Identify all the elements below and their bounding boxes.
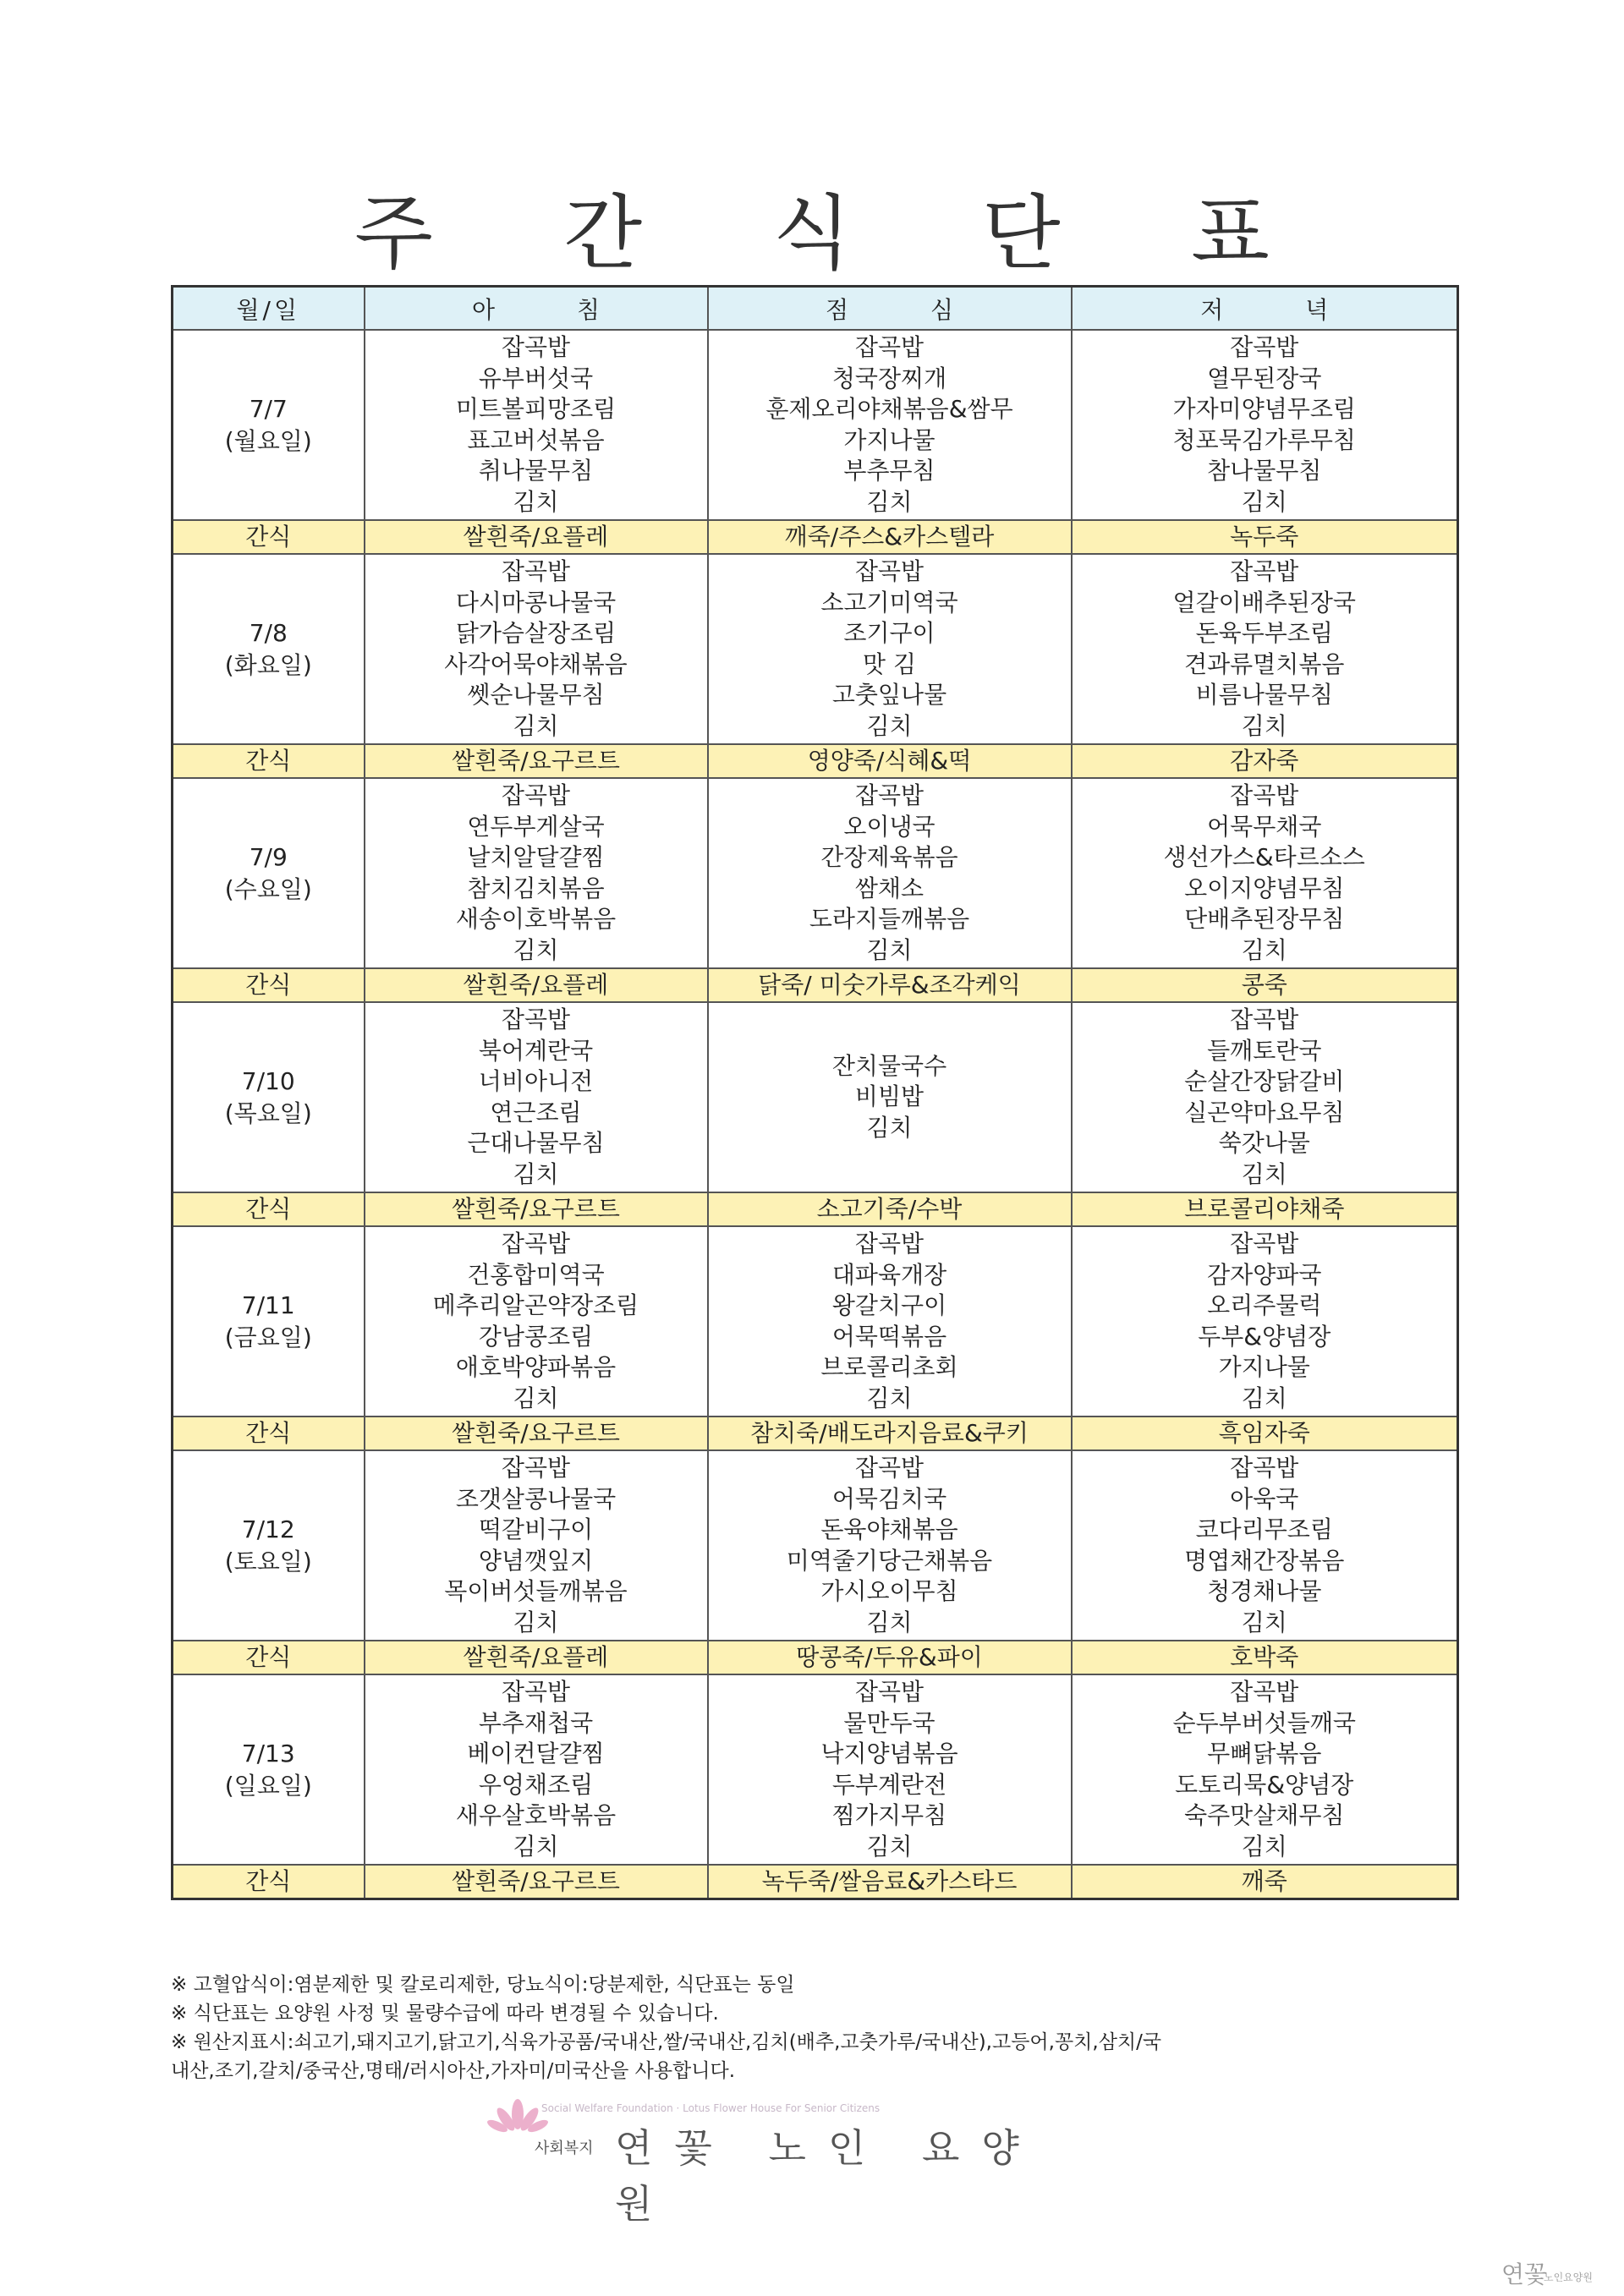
menu-item: 잡곡밥 <box>854 1454 924 1482</box>
date-label: 7/13 <box>241 1739 295 1767</box>
logo-name: 연꽃 노인 요양원 <box>615 2125 1041 2227</box>
menu-item: 물만두국 <box>843 1708 935 1737</box>
menu-item: 청포묵김가루무침 <box>1172 425 1356 454</box>
snack-item: 쌀흰죽/요플레 <box>365 968 708 1002</box>
logo-english-text: Social Welfare Foundation · Lotus Flower House For Senior Citizens <box>541 2102 881 2114</box>
lunch-cell <box>708 554 1072 744</box>
lunch-cell <box>708 1450 1072 1641</box>
dinner-cell <box>1072 1002 1458 1192</box>
menu-item: 열무된장국 <box>1207 364 1322 392</box>
menu-item: 애호박양파볶음 <box>455 1353 617 1381</box>
date-cell <box>173 1226 365 1417</box>
date-cell <box>173 778 365 968</box>
date-label: 7/10 <box>241 1066 295 1095</box>
menu-item: 단배추된장무침 <box>1184 905 1345 933</box>
menu-item: 순살간장닭갈비 <box>1184 1067 1345 1095</box>
menu-item: 어묵김치국 <box>831 1484 947 1513</box>
snack-label: 간식 <box>173 1865 365 1899</box>
snack-item: 쌀흰죽/요플레 <box>365 1641 708 1674</box>
menu-item: 쎗순나물무침 <box>467 681 605 709</box>
menu-item: 표고버섯볶음 <box>467 425 605 454</box>
page-title: 주 간 식 단 표 <box>354 186 1322 281</box>
menu-body <box>173 330 1458 1899</box>
menu-item: 잡곡밥 <box>501 1678 571 1706</box>
snack-item: 브로콜리야채죽 <box>1072 1192 1458 1226</box>
snack-label: 간식 <box>173 1641 365 1674</box>
menu-item: 쌈채소 <box>854 874 924 902</box>
menu-item: 오리주물럭 <box>1207 1291 1322 1319</box>
date-cell <box>173 330 365 520</box>
menu-item: 잡곡밥 <box>1230 333 1299 361</box>
menu-item: 부추재첩국 <box>478 1708 594 1737</box>
lunch-cell <box>708 1002 1072 1192</box>
date-label: 7/7 <box>249 394 288 423</box>
snack-item: 쌀흰죽/요구르트 <box>365 744 708 778</box>
menu-item: 숙주맛살채무침 <box>1184 1801 1345 1829</box>
weekday-label: (수요일) <box>224 874 312 903</box>
menu-item: 김치 <box>513 1608 559 1636</box>
breakfast-cell <box>365 554 708 744</box>
menu-item: 비빔밥 <box>854 1082 924 1111</box>
note-line: 내산,조기,갈치/중국산,명태/러시아산,가자미/미국산을 사용합니다. <box>171 2060 735 2082</box>
menu-item: 잡곡밥 <box>1230 1454 1299 1482</box>
date-label: 7/12 <box>241 1515 295 1543</box>
menu-item: 브로콜리초회 <box>820 1353 958 1381</box>
dinner-cell <box>1072 1674 1458 1865</box>
breakfast-cell <box>365 1450 708 1641</box>
snack-item: 녹두죽 <box>1072 520 1458 554</box>
facility-logo <box>484 2096 1093 2227</box>
menu-item: 간장제육볶음 <box>820 843 958 871</box>
menu-item: 근대나물무침 <box>467 1129 605 1157</box>
menu-item: 찜가지무침 <box>831 1801 947 1829</box>
menu-item: 연두부게살국 <box>467 812 605 841</box>
corner-watermark <box>1501 2256 1611 2290</box>
menu-item: 김치 <box>866 487 913 516</box>
menu-item: 북어계란국 <box>478 1036 594 1065</box>
snack-item: 땅콩죽/두유&파이 <box>708 1641 1072 1674</box>
menu-item: 두부계란전 <box>831 1770 947 1799</box>
snack-item: 쌀흰죽/요구르트 <box>365 1865 708 1899</box>
snack-item: 녹두죽/쌀음료&카스타드 <box>708 1865 1072 1899</box>
snack-row <box>173 1641 1458 1674</box>
menu-item: 김치 <box>1241 1832 1287 1860</box>
menu-item: 아욱국 <box>1230 1484 1299 1513</box>
menu-item: 김치 <box>866 711 913 740</box>
menu-item: 청국장찌개 <box>831 364 947 392</box>
snack-item: 깨죽 <box>1072 1865 1458 1899</box>
menu-item: 건홍합미역국 <box>467 1260 605 1289</box>
menu-item: 베이컨달걀찜 <box>467 1740 605 1767</box>
menu-item: 대파육개장 <box>831 1260 947 1289</box>
snack-row <box>173 1417 1458 1450</box>
snack-label: 간식 <box>173 1192 365 1226</box>
snack-row <box>173 520 1458 554</box>
dinner-cell <box>1072 554 1458 744</box>
menu-item: 메추리알곤약장조림 <box>432 1291 639 1319</box>
menu-item: 김치 <box>866 1113 913 1142</box>
snack-label: 간식 <box>173 968 365 1002</box>
date-label: 7/9 <box>249 842 288 871</box>
snack-item: 콩죽 <box>1072 968 1458 1002</box>
day-row <box>173 330 1458 520</box>
menu-item: 김치 <box>1241 935 1287 964</box>
menu-item: 쑥갓나물 <box>1218 1129 1310 1157</box>
note-line: ※ 원산지표시:쇠고기,돼지고기,닭고기,식육가공품/국내산,쌀/국내산,김치(배추,고춧가루/국내산),고등어,꽁치,삼치/국 <box>171 2031 1162 2053</box>
menu-item: 닭가슴살장조림 <box>455 619 617 647</box>
menu-item: 김치 <box>1241 487 1287 516</box>
menu-item: 우엉채조림 <box>478 1770 594 1799</box>
header-date: 월/일 <box>173 287 365 331</box>
menu-item: 잡곡밥 <box>1230 557 1299 585</box>
snack-item: 닭죽/ 미숫가루&조각케익 <box>708 968 1072 1002</box>
menu-item: 취나물무침 <box>478 457 594 485</box>
menu-item: 김치 <box>513 1159 559 1188</box>
date-cell <box>173 1674 365 1865</box>
menu-item: 생선가스&타르소스 <box>1163 843 1365 871</box>
menu-item: 김치 <box>866 1608 913 1636</box>
menu-item: 김치 <box>1241 1608 1287 1636</box>
menu-item: 오이냉국 <box>843 812 935 841</box>
corner-name: 연꽃 <box>1501 2260 1548 2288</box>
menu-item: 소고기미역국 <box>820 588 958 616</box>
snack-row <box>173 744 1458 778</box>
menu-item: 김치 <box>866 1832 913 1860</box>
menu-item: 잡곡밥 <box>1230 781 1299 809</box>
menu-item: 얼갈이배추된장국 <box>1172 588 1356 616</box>
lunch-cell <box>708 1226 1072 1417</box>
menu-item: 김치 <box>1241 1159 1287 1188</box>
logo-org: 사회복지 <box>535 2140 594 2157</box>
menu-item: 떡갈비구이 <box>478 1515 594 1543</box>
snack-item: 소고기죽/수박 <box>708 1192 1072 1226</box>
menu-item: 잡곡밥 <box>854 1678 924 1706</box>
snack-item: 흑임자죽 <box>1072 1417 1458 1450</box>
snack-item: 참치죽/배도라지음료&쿠키 <box>708 1417 1072 1450</box>
menu-item: 고춧잎나물 <box>831 681 947 709</box>
snack-item: 쌀흰죽/요구르트 <box>365 1417 708 1450</box>
breakfast-cell <box>365 1674 708 1865</box>
menu-item: 오이지양념무침 <box>1184 874 1345 902</box>
notes <box>171 1970 1457 2085</box>
menu-item: 연근조림 <box>490 1098 582 1126</box>
date-cell <box>173 554 365 744</box>
menu-item: 무뼈닭볶음 <box>1207 1740 1322 1767</box>
snack-label: 간식 <box>173 1417 365 1450</box>
menu-item: 김치 <box>866 1384 913 1412</box>
menu-item: 순두부버섯들깨국 <box>1172 1708 1356 1737</box>
menu-item: 김치 <box>513 935 559 964</box>
snack-item: 호박죽 <box>1072 1641 1458 1674</box>
menu-item: 잡곡밥 <box>1230 1230 1299 1258</box>
menu-item: 코다리무조림 <box>1195 1515 1333 1543</box>
menu-item: 두부&양념장 <box>1198 1322 1331 1351</box>
menu-item: 유부버섯국 <box>478 364 594 392</box>
note-line: ※ 식단표는 요양원 사정 및 물량수급에 따라 변경될 수 있습니다. <box>171 2003 719 2025</box>
menu-item: 새우살호박볶음 <box>455 1801 617 1829</box>
menu-item: 참치김치볶음 <box>467 874 605 902</box>
menu-item: 잔치물국수 <box>831 1051 947 1080</box>
menu-item: 조기구이 <box>843 619 935 647</box>
menu-item: 잡곡밥 <box>501 1454 571 1482</box>
menu-item: 잡곡밥 <box>1230 1678 1299 1706</box>
header-row <box>173 287 1458 331</box>
weekday-label: (목요일) <box>224 1099 312 1127</box>
snack-item: 쌀흰죽/요구르트 <box>365 1192 708 1226</box>
menu-item: 김치 <box>866 935 913 964</box>
snack-row <box>173 1865 1458 1899</box>
day-row <box>173 1450 1458 1641</box>
menu-item: 가지나물 <box>843 425 935 454</box>
menu-item: 양념깻잎지 <box>478 1546 594 1575</box>
snack-item: 감자죽 <box>1072 744 1458 778</box>
menu-item: 비름나물무침 <box>1195 681 1333 709</box>
date-cell <box>173 1450 365 1641</box>
menu-item: 김치 <box>513 1384 559 1412</box>
menu-item: 맛 김 <box>863 649 916 678</box>
header-dinner: 저 녁 <box>1072 287 1458 331</box>
snack-item: 깨죽/주스&카스텔라 <box>708 520 1072 554</box>
menu-item: 감자양파국 <box>1207 1260 1322 1289</box>
weekday-label: (토요일) <box>224 1547 312 1575</box>
header-lunch: 점 심 <box>708 287 1072 331</box>
breakfast-cell <box>365 1226 708 1417</box>
menu-item: 돈육두부조림 <box>1195 619 1333 647</box>
menu-item: 들깨토란국 <box>1207 1036 1322 1065</box>
menu-item: 김치 <box>1241 711 1287 740</box>
lunch-cell <box>708 778 1072 968</box>
menu-item: 다시마콩나물국 <box>455 588 617 616</box>
menu-item: 미역줄기당근채볶음 <box>786 1546 993 1575</box>
date-label: 7/11 <box>241 1290 295 1319</box>
menu-item: 청경채나물 <box>1207 1577 1322 1605</box>
snack-row <box>173 1192 1458 1226</box>
menu-item: 참나물무침 <box>1207 457 1322 485</box>
snack-item: 쌀흰죽/요플레 <box>365 520 708 554</box>
lunch-cell <box>708 330 1072 520</box>
menu-item: 새송이호박볶음 <box>455 905 617 933</box>
note-line: ※ 고혈압식이:염분제한 및 칼로리제한, 당뇨식이:당분제한, 식단표는 동일 <box>171 1974 795 1996</box>
menu-item: 김치 <box>1241 1384 1287 1412</box>
snack-label: 간식 <box>173 744 365 778</box>
menu-item: 잡곡밥 <box>501 333 571 361</box>
menu-item: 부추무침 <box>843 457 935 485</box>
menu-item: 낙지양념볶음 <box>820 1740 958 1767</box>
menu-item: 잡곡밥 <box>501 1230 571 1258</box>
dinner-cell <box>1072 778 1458 968</box>
menu-item: 가시오이무침 <box>820 1577 958 1605</box>
date-cell <box>173 1002 365 1192</box>
snack-item: 영양죽/식혜&떡 <box>708 744 1072 778</box>
menu-item: 날치알달걀찜 <box>467 843 605 871</box>
snack-label: 간식 <box>173 520 365 554</box>
weekday-label: (월요일) <box>224 426 312 455</box>
lunch-cell <box>708 1674 1072 1865</box>
day-row <box>173 554 1458 744</box>
menu-item: 도라지들깨볶음 <box>809 905 970 933</box>
menu-item: 조갯살콩나물국 <box>455 1484 617 1513</box>
menu-item: 미트볼피망조림 <box>455 395 617 423</box>
dinner-cell <box>1072 330 1458 520</box>
menu-item: 김치 <box>513 1832 559 1860</box>
date-label: 7/8 <box>249 618 288 647</box>
menu-item: 견과류멸치볶음 <box>1184 649 1345 678</box>
breakfast-cell <box>365 1002 708 1192</box>
dinner-cell <box>1072 1450 1458 1641</box>
menu-item: 실곤약마요무침 <box>1184 1098 1345 1126</box>
menu-item: 잡곡밥 <box>501 557 571 585</box>
menu-item: 왕갈치구이 <box>831 1291 947 1319</box>
corner-sub: 노인요양원 <box>1544 2271 1593 2283</box>
menu-item: 잡곡밥 <box>501 781 571 809</box>
menu-item: 도토리묵&양념장 <box>1175 1770 1354 1799</box>
menu-item: 훈제오리야채볶음&쌈무 <box>765 395 1013 423</box>
menu-item: 강남콩조림 <box>478 1322 594 1351</box>
menu-item: 김치 <box>513 711 559 740</box>
day-row <box>173 1226 1458 1417</box>
menu-item: 명엽채간장볶음 <box>1184 1546 1345 1575</box>
menu-item: 가자미양념무조림 <box>1172 395 1356 423</box>
menu-item: 잡곡밥 <box>854 557 924 585</box>
menu-item: 사각어묵야채볶음 <box>444 649 628 678</box>
snack-row <box>173 968 1458 1002</box>
dinner-cell <box>1072 1226 1458 1417</box>
menu-item: 어묵떡볶음 <box>831 1322 947 1351</box>
day-row <box>173 1674 1458 1865</box>
menu-item: 목이버섯들깨볶음 <box>444 1577 628 1605</box>
menu-item: 잡곡밥 <box>854 1230 924 1258</box>
breakfast-cell <box>365 778 708 968</box>
menu-item: 잡곡밥 <box>854 781 924 809</box>
day-row <box>173 778 1458 968</box>
menu-item: 김치 <box>513 487 559 516</box>
weekday-label: (화요일) <box>224 650 312 679</box>
weekday-label: (금요일) <box>224 1323 312 1351</box>
weekday-label: (일요일) <box>224 1771 312 1800</box>
menu-item: 어묵무채국 <box>1207 812 1322 841</box>
breakfast-cell <box>365 330 708 520</box>
menu-item: 잡곡밥 <box>854 333 924 361</box>
menu-item: 잡곡밥 <box>1230 1006 1299 1033</box>
day-row <box>173 1002 1458 1192</box>
menu-item: 잡곡밥 <box>501 1006 571 1033</box>
menu-item: 가지나물 <box>1218 1353 1310 1381</box>
weekly-menu-table <box>171 285 1459 1900</box>
menu-item: 돈육야채볶음 <box>820 1515 958 1543</box>
menu-item: 너비아니전 <box>478 1067 594 1095</box>
header-breakfast: 아 침 <box>365 287 708 331</box>
